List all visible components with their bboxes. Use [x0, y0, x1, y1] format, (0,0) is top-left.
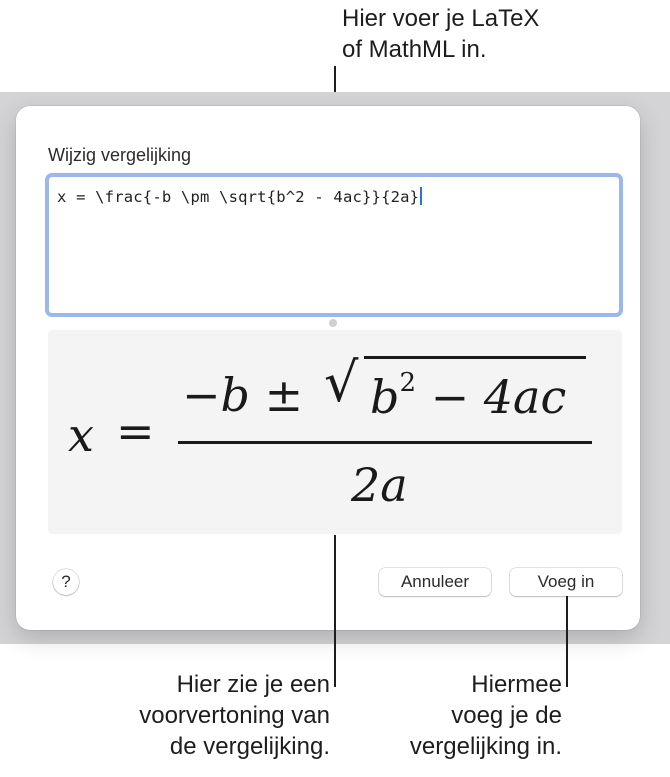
edit-equation-dialog — [16, 106, 640, 630]
fraction-bar — [178, 441, 592, 444]
insert-button[interactable]: Voeg in — [510, 568, 622, 596]
leader-line-insert — [566, 596, 568, 687]
cancel-button[interactable]: Annuleer — [379, 568, 491, 596]
leader-line-preview — [334, 535, 336, 687]
formula-denominator: 2a — [351, 458, 408, 512]
equation-input-text: x = \frac{-b \pm \sqrt{b^2 - 4ac}}{2a} — [57, 188, 420, 206]
callout-insert: Hiermee voeg je de vergelijking in. — [409, 671, 562, 760]
callout-preview: Hier zie je een voorvertoning van de vergelijking. — [139, 671, 330, 760]
formula-lhs: x — [68, 408, 94, 462]
formula-equals: = — [116, 404, 155, 458]
formula-radicand: $b^2 - 4ac$ — [370, 368, 567, 424]
help-button[interactable]: ? — [53, 569, 79, 595]
radical-vinculum — [364, 356, 586, 359]
dialog-title: Wijzig vergelijking — [48, 145, 192, 165]
equation-preview — [48, 330, 622, 534]
equation-input[interactable] — [45, 173, 623, 317]
formula-numerator-prefix: −b ± — [182, 368, 304, 422]
radical-sign-icon: √ — [324, 351, 359, 414]
text-caret — [420, 187, 422, 205]
callout-latex-input: Hier voer je LaTeX of MathML in. — [342, 5, 540, 63]
resize-handle[interactable] — [329, 319, 337, 327]
